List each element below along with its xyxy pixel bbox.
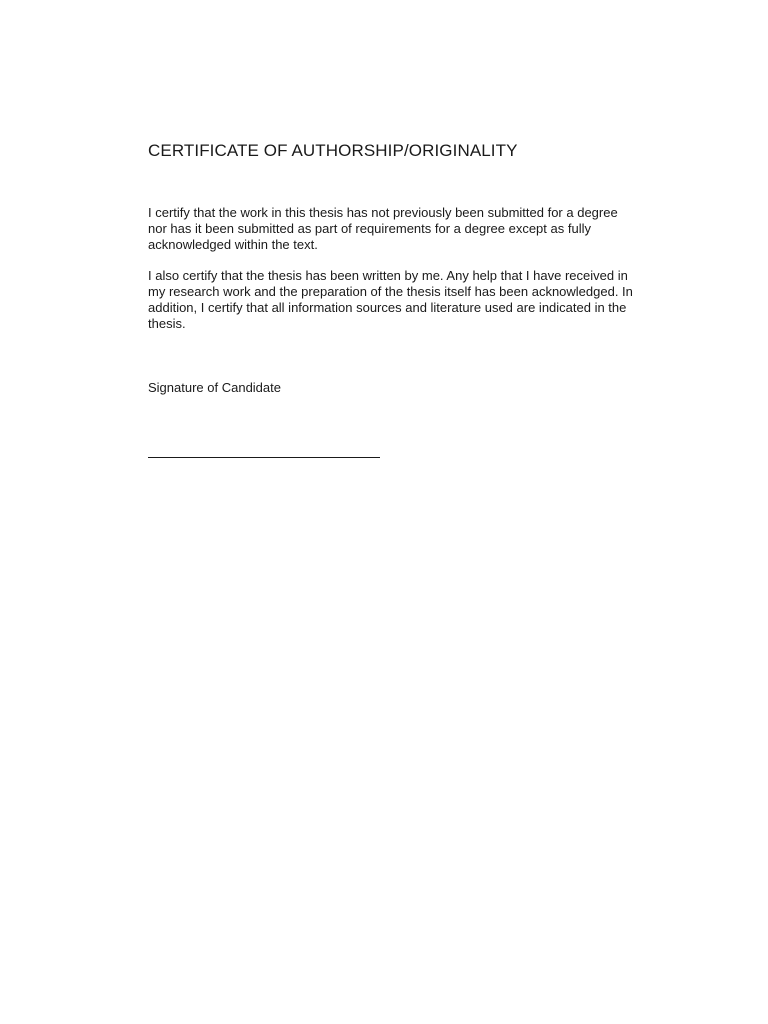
- signature-label: Signature of Candidate: [148, 380, 281, 395]
- certification-paragraph-2: [148, 268, 633, 332]
- signature-line: [148, 457, 380, 458]
- paragraph-line: addition, I certify that all information sources and literature used are indicated in the: [148, 300, 627, 315]
- paragraph-line: I certify that the work in this thesis has not previously been submitted for a degree: [148, 205, 618, 220]
- certification-paragraph-1: [148, 205, 618, 253]
- paragraph-line: nor has it been submitted as part of requirements for a degree except as fully: [148, 221, 591, 236]
- paragraph-line: my research work and the preparation of the thesis itself has been acknowledged. In: [148, 284, 633, 299]
- paragraph-line: acknowledged within the text.: [148, 237, 318, 252]
- paragraph-line: I also certify that the thesis has been written by me. Any help that I have received in: [148, 268, 628, 283]
- certificate-title: CERTIFICATE OF AUTHORSHIP/ORIGINALITY: [148, 141, 518, 160]
- paragraph-line: thesis.: [148, 316, 186, 331]
